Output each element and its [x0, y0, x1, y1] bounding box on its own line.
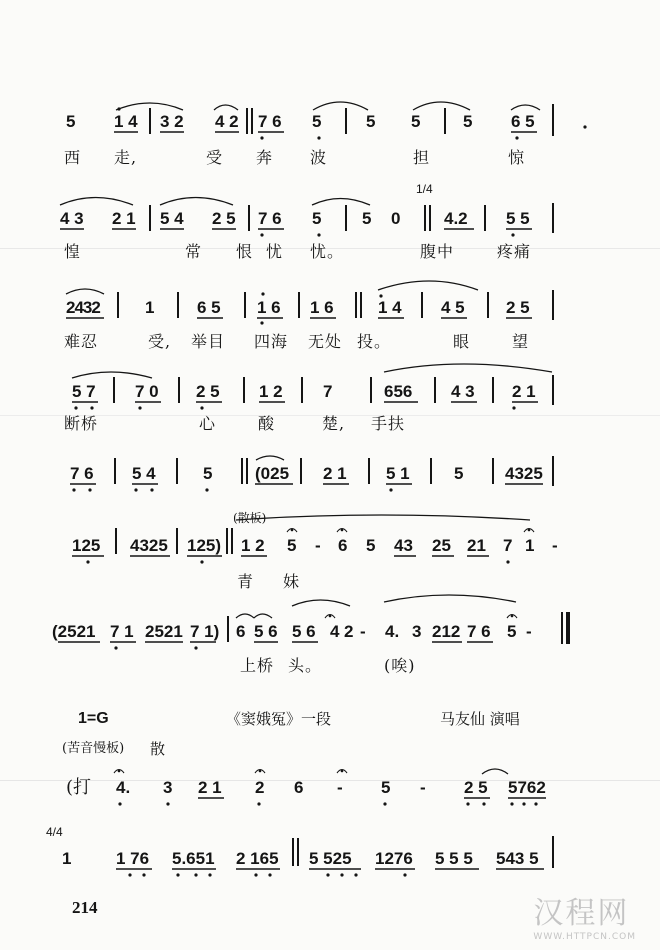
- barline: [552, 456, 554, 486]
- lyric: 上桥: [240, 656, 275, 675]
- note-group: 6: [338, 536, 348, 555]
- lyric: 奔: [256, 148, 274, 167]
- barline: [149, 205, 151, 231]
- note-group: 5: [312, 112, 322, 131]
- barline: [177, 292, 179, 318]
- lyric: 妹: [283, 572, 301, 591]
- final-barline: [566, 612, 570, 644]
- note-group: 4325: [505, 464, 543, 483]
- note-group: 2 1: [512, 382, 536, 401]
- note-group: 5: [381, 778, 391, 797]
- barline: [300, 458, 302, 484]
- barline: [176, 458, 178, 484]
- note-group: 4 3: [60, 209, 84, 228]
- note-group: 6: [236, 622, 246, 641]
- note-group: 21: [467, 536, 486, 555]
- note-group: 25: [432, 536, 451, 555]
- barline: [552, 375, 554, 405]
- note-group: 43: [394, 536, 413, 555]
- barline: [298, 292, 300, 318]
- watermark-url: WWW.HTTPCN.COM: [533, 932, 636, 942]
- lyric: 断桥: [64, 414, 99, 433]
- meter-change: 1/4: [416, 182, 433, 196]
- note-group: 543 5: [496, 849, 539, 868]
- lyric: 心: [199, 414, 217, 433]
- note-group: 5 1: [386, 464, 410, 483]
- barline: [115, 528, 117, 554]
- note-group: 1 6: [310, 298, 334, 317]
- note-group: 7 1): [190, 622, 220, 641]
- lyric: 惶: [64, 242, 82, 261]
- scan-line: [0, 780, 660, 781]
- note-group: 5: [66, 112, 76, 131]
- note-group: 3: [412, 622, 422, 641]
- note-group: 4 2: [215, 112, 239, 131]
- note-group: (打: [66, 777, 92, 798]
- barline: [117, 292, 119, 318]
- barline: [434, 377, 436, 403]
- note-group: 2 5: [506, 298, 530, 317]
- barline: [492, 377, 494, 403]
- meter-change: 4/4: [46, 825, 63, 839]
- lyric: 受,: [148, 332, 172, 351]
- note-group: 2: [255, 778, 265, 797]
- note-group: 4.: [385, 622, 400, 641]
- note-group: 2 1: [323, 464, 347, 483]
- lyric: 忧: [266, 242, 284, 261]
- note-group: 1276: [375, 849, 413, 868]
- note-group: 6 5: [511, 112, 535, 131]
- note-group: 1: [145, 298, 155, 317]
- note-group: 4.: [116, 778, 131, 797]
- barline: [114, 458, 116, 484]
- lyric: 手扶: [371, 414, 406, 433]
- barline: [231, 528, 233, 554]
- lyric: 酸: [258, 414, 276, 433]
- note-group: 2 5: [464, 778, 488, 797]
- lyric: 举目: [191, 332, 226, 351]
- note-group: 1 6: [257, 298, 281, 317]
- note-group: 5: [366, 112, 376, 131]
- lyric: 难忍: [64, 332, 99, 351]
- barline: [424, 205, 426, 231]
- note-group: 5762: [508, 778, 546, 797]
- barline: [368, 458, 370, 484]
- lyric: 头。: [288, 656, 323, 675]
- lyric: 腹中: [420, 242, 455, 261]
- note-group: 5: [454, 464, 464, 483]
- barline: [248, 205, 250, 231]
- barline: [561, 612, 563, 644]
- performer: 马友仙 演唱: [440, 710, 520, 728]
- note-group: 5: [362, 209, 372, 228]
- note-group: 5: [463, 112, 473, 131]
- note-group: 5 5: [506, 209, 530, 228]
- barline: [297, 838, 299, 866]
- note-group: 1 2: [241, 536, 265, 555]
- note-group: 5.651: [172, 849, 215, 868]
- note-group: 2 1: [112, 209, 136, 228]
- lyric: 青: [237, 572, 255, 591]
- note-group: 4 3: [451, 382, 475, 401]
- note-group: -: [360, 622, 366, 641]
- barline: [429, 205, 431, 231]
- barline: [552, 290, 554, 320]
- note-group: 5 4: [132, 464, 156, 483]
- note-group: 2 5: [196, 382, 220, 401]
- barline: [552, 203, 554, 233]
- note-group: 125: [72, 536, 101, 555]
- note-group: 7 6: [70, 464, 94, 483]
- note-group: 7 6: [258, 209, 282, 228]
- watermark-text: 汉程网: [533, 896, 630, 931]
- barline: [243, 377, 245, 403]
- site-watermark: [533, 888, 636, 942]
- lyric: 望: [512, 332, 530, 351]
- barline: [370, 377, 372, 403]
- barline: [246, 458, 248, 484]
- lyric: 眼: [453, 332, 471, 351]
- note-group: 6 5: [197, 298, 221, 317]
- lyric: 波: [310, 148, 328, 167]
- barline: [301, 377, 303, 403]
- barline: [226, 528, 228, 554]
- barline: [149, 108, 151, 134]
- barline: [244, 292, 246, 318]
- lyric: 受: [206, 148, 224, 167]
- barline: [246, 108, 248, 134]
- barline: [176, 528, 178, 554]
- barline: [251, 108, 253, 134]
- page-number: 214: [72, 898, 98, 917]
- note-group: 7: [323, 382, 333, 401]
- note-group: 212: [432, 622, 461, 641]
- barline: [227, 616, 229, 642]
- barline: [552, 104, 554, 136]
- barline: [484, 205, 486, 231]
- note-group: (2521: [52, 622, 96, 641]
- lyric: 无处: [308, 332, 343, 351]
- note-group: 1 2: [259, 382, 283, 401]
- note-group: -: [337, 778, 343, 797]
- tempo-mode: (苦音慢板): [62, 741, 125, 756]
- barline: [421, 292, 423, 318]
- note-group: 1 76: [116, 849, 150, 868]
- note-group: 5: [312, 209, 322, 228]
- note-group: 1 4: [378, 298, 402, 317]
- lyric: 惊: [508, 148, 526, 167]
- note-group: 4.2: [444, 209, 468, 228]
- note-group: 5: [203, 464, 213, 483]
- lyric: 西: [64, 148, 82, 167]
- note-group: 125): [187, 536, 222, 555]
- barline: [345, 108, 347, 134]
- barline: [345, 205, 347, 231]
- barline: [292, 838, 294, 866]
- note-group: (025: [255, 464, 290, 483]
- lyric: 常: [185, 242, 203, 261]
- note-group: -: [315, 536, 321, 555]
- barline: [492, 458, 494, 484]
- note-group: 6: [294, 778, 304, 797]
- note-group: 5: [287, 536, 297, 555]
- note-group: -: [526, 622, 532, 641]
- note-group: 2 5: [212, 209, 236, 228]
- barline: [552, 836, 554, 868]
- note-group: 2521: [145, 622, 183, 641]
- barline: [360, 292, 362, 318]
- note-group: 7: [503, 536, 513, 555]
- note-group: -: [420, 778, 426, 797]
- note-group: 3: [163, 778, 173, 797]
- note-group: 7 6: [258, 112, 282, 131]
- barline: [430, 458, 432, 484]
- lyric: 投。: [357, 332, 392, 351]
- barline: [487, 292, 489, 318]
- note-group: 3 2: [160, 112, 184, 131]
- note-group: 1: [62, 849, 72, 868]
- note-group: 5: [507, 622, 517, 641]
- tempo-word: 散: [150, 740, 166, 758]
- lyric: 四海: [254, 332, 289, 351]
- lyric: 疼痛: [497, 242, 532, 261]
- note-group: 656: [384, 382, 413, 401]
- lyric: 恨: [236, 242, 254, 261]
- note-group: 5 6: [254, 622, 278, 641]
- note-group: 7 0: [135, 382, 159, 401]
- lyric: 楚,: [322, 414, 346, 433]
- note-group: -: [552, 536, 558, 555]
- note-group: 1 4: [114, 112, 138, 131]
- song-title: 《窦娥冤》一段: [226, 710, 332, 728]
- note-group: 5 7: [72, 382, 96, 401]
- note-group: 5: [411, 112, 421, 131]
- note-group: 4 5: [441, 298, 465, 317]
- lyric: (唉): [384, 656, 416, 675]
- barline: [241, 458, 243, 484]
- note-group: 5 6: [292, 622, 316, 641]
- note-group: 2 1: [198, 778, 222, 797]
- note-group: 5 525: [309, 849, 352, 868]
- note-group: 5 5 5: [435, 849, 473, 868]
- barline: [178, 377, 180, 403]
- note-group: 4: [330, 622, 340, 641]
- note-group: 5 4: [160, 209, 184, 228]
- key-signature: 1=G: [78, 710, 109, 727]
- note-group: 2 165: [236, 849, 279, 868]
- note-group: 5: [366, 536, 376, 555]
- lyric: 担: [413, 148, 431, 167]
- note-group: 2: [344, 622, 354, 641]
- note-group: 7 6: [467, 622, 491, 641]
- lyric: 忧。: [310, 242, 345, 261]
- note-group: 4325: [130, 536, 168, 555]
- note-group: 7 1: [110, 622, 134, 641]
- tempo-marking: (散板): [233, 511, 267, 525]
- barline: [113, 377, 115, 403]
- barline: [444, 108, 446, 134]
- note-group: 0: [391, 209, 401, 228]
- lyric: 走,: [114, 148, 138, 167]
- note-group: 2432: [66, 298, 100, 317]
- barline: [355, 292, 357, 318]
- note-group: 1: [525, 536, 535, 555]
